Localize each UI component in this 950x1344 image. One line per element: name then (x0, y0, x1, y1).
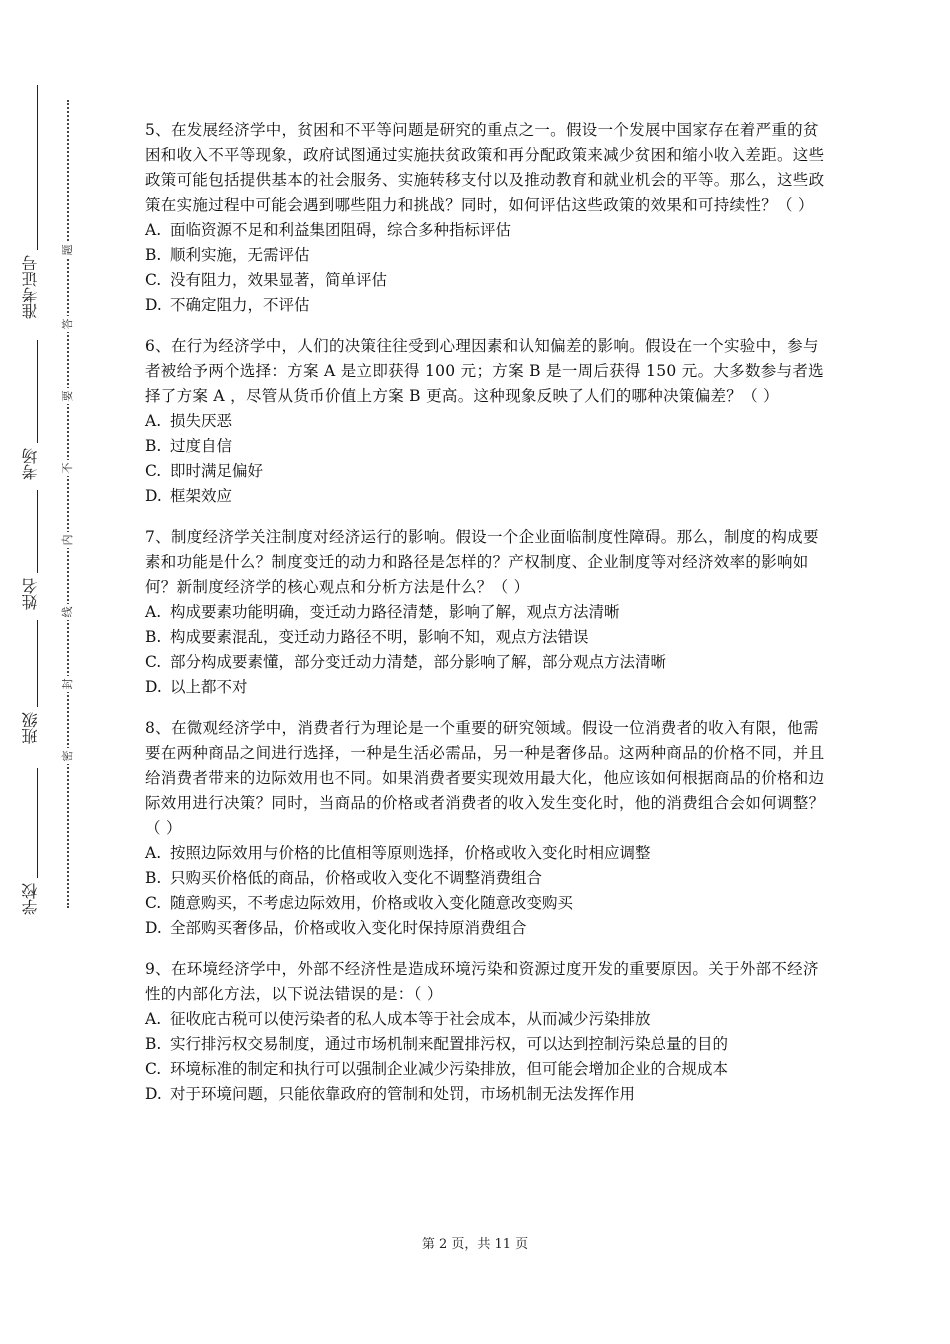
question-stem: 8、在微观经济学中，消费者行为理论是一个重要的研究领域。假设一位消费者的收入有限，他需要在两种商品之间进行选择，一种是生活必需品，另一种是奢侈品。这两种商品的价格不同，并且给消费者带来的边际效用也不同。如果消费者要实现效用最大化，他应该如何根据商品的价格和边际效用进行决策？同时，当商品的价格或者消费者的收入发生变化时，他的消费组合会如何调整？（ ） (145, 719, 825, 837)
option-text: 按照边际效用与价格的比值相等原则选择，价格或收入变化时相应调整 (170, 844, 651, 862)
option-text: 征收庇古税可以使污染者的私人成本等于社会成本，从而减少污染排放 (170, 1010, 651, 1028)
option-label: C. (145, 1060, 162, 1078)
option-text: 实行排污权交易制度，通过市场机制来配置排污权，可以达到控制污染总量的目的 (170, 1035, 729, 1053)
option-d[interactable] (145, 293, 825, 318)
option-text: 全部购买奢侈品，价格或收入变化时保持原消费组合 (170, 919, 527, 937)
option-label: D. (145, 1085, 162, 1103)
option-c[interactable] (145, 891, 825, 916)
option-text: 面临资源不足和利益集团阻碍，综合多种指标评估 (170, 221, 512, 239)
exam-number-line (37, 85, 38, 250)
seal-dotted-line (67, 100, 69, 908)
field-label-exam-room: 考场 (21, 448, 40, 480)
option-text: 以上都不对 (170, 678, 248, 696)
option-label: D. (145, 487, 162, 505)
option-text: 对于环境问题，只能依靠政府的管制和处罚，市场机制无法发挥作用 (170, 1085, 636, 1103)
option-label: B. (145, 437, 162, 455)
option-b[interactable] (145, 434, 825, 459)
option-a[interactable] (145, 218, 825, 243)
option-label: C. (145, 653, 162, 671)
question-5 (145, 118, 825, 318)
option-text: 框架效应 (170, 487, 233, 505)
class-line (37, 620, 38, 707)
option-text: 部分构成要素懂，部分变迁动力清楚，部分影响了解，部分观点方法清晰 (170, 653, 667, 671)
option-label: A. (145, 844, 162, 862)
option-text: 构成要素功能明确，变迁动力路径清楚，影响了解，观点方法清晰 (170, 603, 620, 621)
field-label-name: 姓名 (21, 578, 40, 610)
option-d[interactable] (145, 675, 825, 700)
option-c[interactable] (145, 650, 825, 675)
option-text: 过度自信 (170, 437, 233, 455)
option-label: A. (145, 221, 162, 239)
page-number: 第 2 页，共 11 页 (421, 1237, 529, 1252)
option-label: D. (145, 919, 162, 937)
question-6 (145, 334, 825, 509)
option-text: 没有阻力，效果显著，简单评估 (170, 271, 388, 289)
field-label-school: 学校 (21, 883, 40, 915)
option-label: D. (145, 296, 162, 314)
option-label: D. (145, 678, 162, 696)
option-c[interactable] (145, 459, 825, 484)
option-label: C. (145, 462, 162, 480)
option-label: B. (145, 1035, 162, 1053)
option-text: 构成要素混乱，变迁动力路径不明，影响不知，观点方法错误 (170, 628, 589, 646)
seal-char: 题 (60, 242, 76, 258)
option-label: B. (145, 628, 162, 646)
option-b[interactable] (145, 1032, 825, 1057)
option-text: 环境标准的制定和执行可以强制企业减少污染排放，但可能会增加企业的合规成本 (170, 1060, 729, 1078)
seal-char: 不 (60, 460, 76, 476)
seal-char: 线 (60, 604, 76, 620)
option-a[interactable] (145, 1007, 825, 1032)
option-label: C. (145, 894, 162, 912)
option-text: 顺利实施，无需评估 (170, 246, 310, 264)
option-d[interactable] (145, 916, 825, 941)
question-stem: 9、在环境经济学中，外部不经济性是造成环境污染和资源过度开发的重要原因。关于外部不经济性的内部化方法，以下说法错误的是：（ ） (145, 960, 819, 1003)
option-a[interactable] (145, 409, 825, 434)
seal-char: 答 (60, 316, 76, 332)
option-a[interactable] (145, 600, 825, 625)
exam-room-line (37, 340, 38, 443)
seal-char: 要 (60, 388, 76, 404)
seal-char: 封 (60, 676, 76, 692)
question-7 (145, 525, 825, 700)
question-list (145, 118, 825, 1123)
option-text: 即时满足偏好 (170, 462, 264, 480)
option-label: A. (145, 603, 162, 621)
question-stem: 5、在发展经济学中，贫困和不平等问题是研究的重点之一。假设一个发展中国家存在着严重的贫困和收入不平等现象，政府试图通过实施扶贫政策和再分配政策来减少贫困和缩小收入差距。这些政策可能包括提供基本的社会服务、实施转移支付以及推动教育和就业机会的平等。那么，这些政策在实施过程中可能会遇到哪些阻力和挑战？同时，如何评估这些政策的效果和可持续性？（ ） (145, 121, 825, 214)
option-label: A. (145, 1010, 162, 1028)
question-stem: 6、在行为经济学中，人们的决策往往受到心理因素和认知偏差的影响。假设在一个实验中，参与者被给予两个选择：方案 A 是立即获得 100 元；方案 B 是一周后获得 150 元。大多数参与者选择了方案 A ，尽管从货币价值上方案 B 更高。这种现象反映了人们的哪种决策偏差？（ ） (145, 337, 824, 405)
option-label: B. (145, 869, 162, 887)
seal-char: 内 (60, 532, 76, 548)
question-8 (145, 716, 825, 941)
option-text: 损失厌恶 (170, 412, 233, 430)
option-c[interactable] (145, 268, 825, 293)
option-b[interactable] (145, 866, 825, 891)
question-9 (145, 957, 825, 1107)
option-label: B. (145, 246, 162, 264)
option-b[interactable] (145, 625, 825, 650)
option-a[interactable] (145, 841, 825, 866)
school-line (37, 768, 38, 878)
field-label-class: 班级 (21, 712, 40, 744)
option-text: 随意购买，不考虑边际效用，价格或收入变化随意改变购买 (170, 894, 574, 912)
option-text: 只购买价格低的商品，价格或收入变化不调整消费组合 (170, 869, 543, 887)
option-label: A. (145, 412, 162, 430)
option-label: C. (145, 271, 162, 289)
field-label-exam-number: 准考证号 (21, 255, 40, 319)
seal-char: 密 (60, 748, 76, 764)
option-b[interactable] (145, 243, 825, 268)
question-stem: 7、制度经济学关注制度对经济运行的影响。假设一个企业面临制度性障碍。那么，制度的构成要素和功能是什么？制度变迁的动力和路径是怎样的？产权制度、企业制度等对经济效率的影响如何？新制度经济学的核心观点和分析方法是什么？（ ） (145, 528, 819, 596)
option-d[interactable] (145, 1082, 825, 1107)
option-c[interactable] (145, 1057, 825, 1082)
option-text: 不确定阻力，不评估 (170, 296, 310, 314)
option-d[interactable] (145, 484, 825, 509)
name-line (37, 490, 38, 573)
